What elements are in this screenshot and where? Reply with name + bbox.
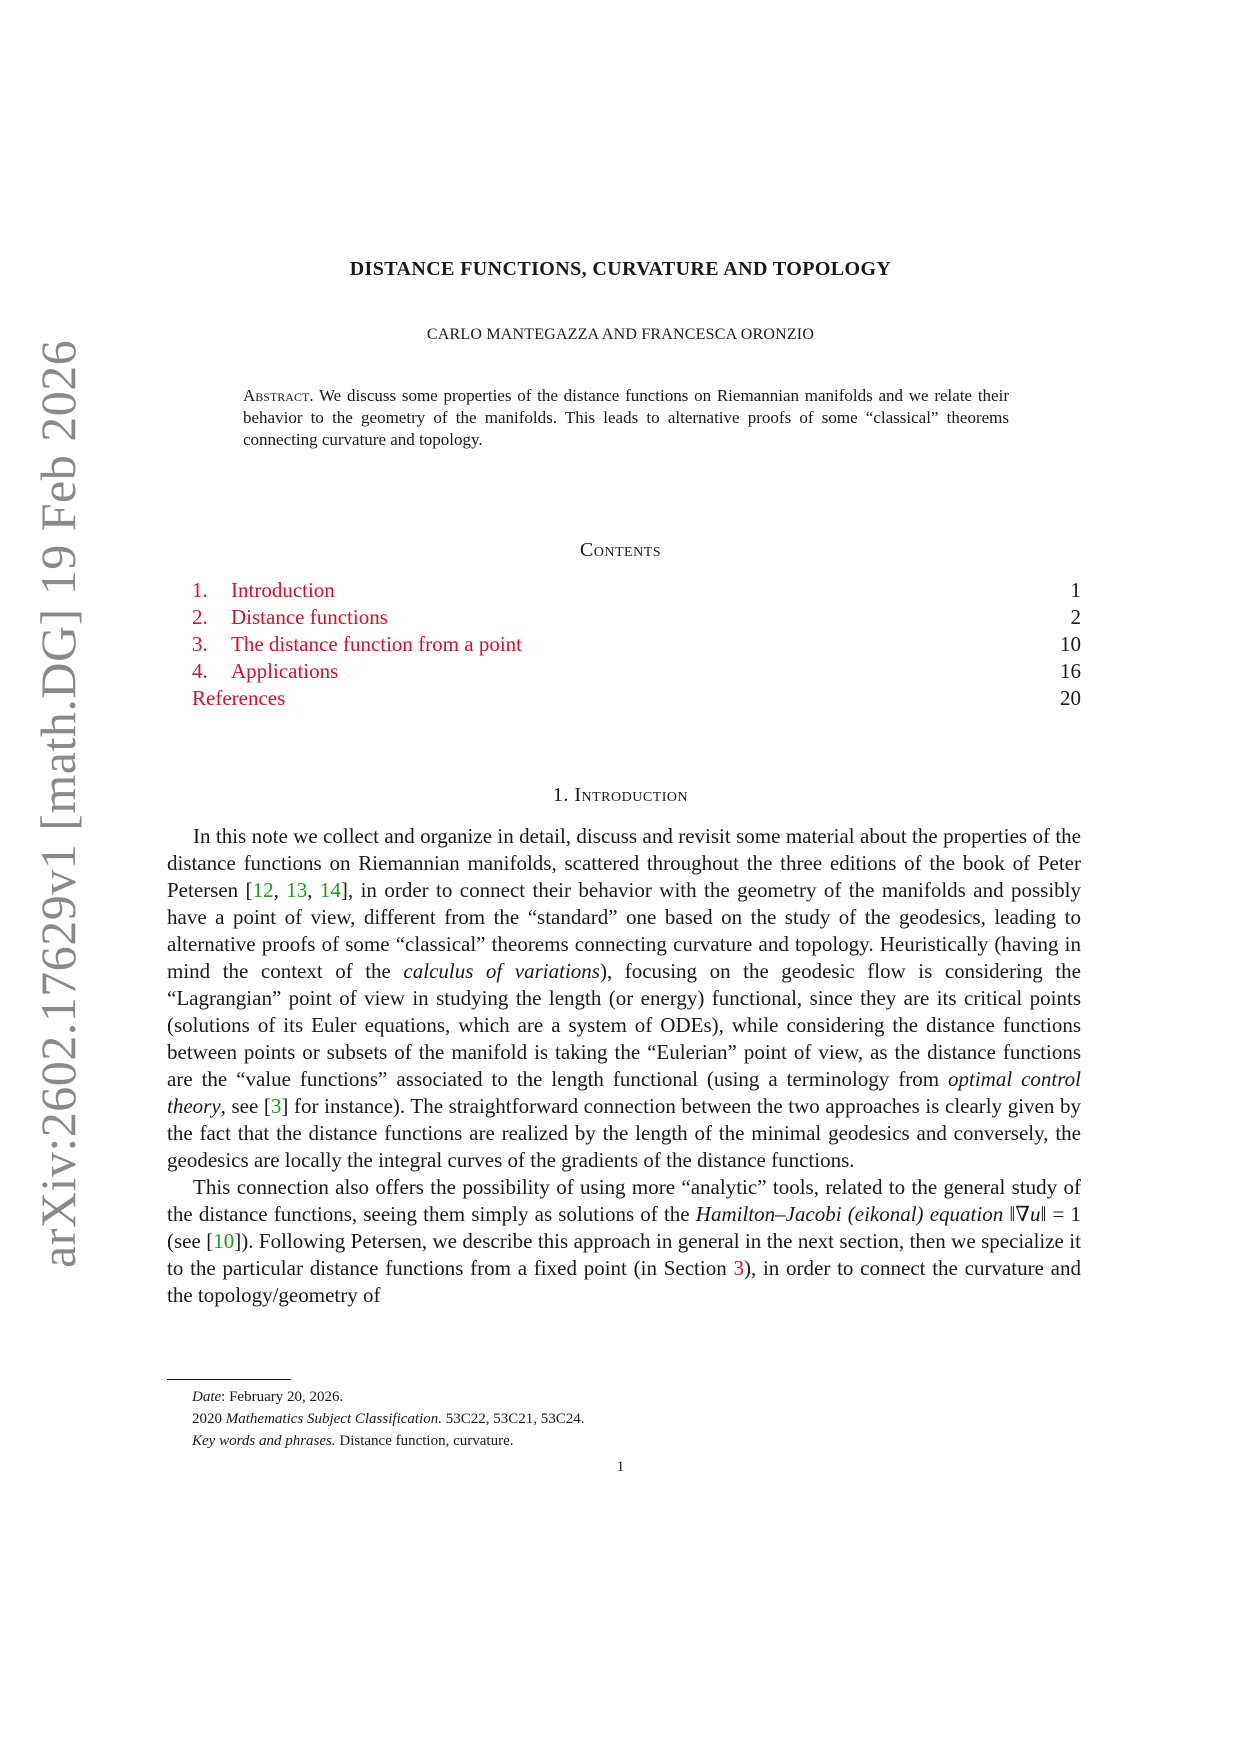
toc-entry-title[interactable]: The distance function from a point <box>231 632 522 656</box>
toc-entry-title[interactable]: References <box>192 686 286 710</box>
toc-entry-page: 2 <box>1070 605 1081 629</box>
introduction-body <box>167 823 1081 1309</box>
text-run: In this note we collect and organize in detail, discuss and revisit some material about the properties of the distance functions on Riemannian manifolds, scattered throughout the three editions of the book of Peter Petersen [ <box>167 824 1081 902</box>
footnote-label: Mathematics Subject Classification. <box>225 1411 442 1427</box>
toc-entry-number: 3. <box>192 632 208 656</box>
math-part: ‖ = 1 <box>1040 1202 1081 1226</box>
contents-heading: Contents <box>579 539 662 561</box>
citation-link[interactable]: 10 <box>213 1229 235 1253</box>
citation-link[interactable]: 13 <box>286 878 308 902</box>
section-link[interactable]: 3 <box>733 1256 744 1280</box>
text-run: ] for instance). The straightforward connection between the two approaches is clearly given by the fact that the distance functions are realized by the length of the minimal geodesics and conversely, the geodesics are locally the integral curves of the gradients of the distance functions. <box>167 1094 1081 1172</box>
toc-entry-introduction[interactable] <box>192 577 1081 604</box>
arxiv-identifier-stamp: arXiv:2602.17629v1 [math.DG] 19 Feb 2026 <box>30 339 86 1268</box>
paragraph <box>167 1174 1081 1309</box>
toc-entry-title[interactable]: Distance functions <box>231 605 388 629</box>
paragraph: In this note we collect and organize in detail, discuss and revisit some material about the properties of the distance functions on Riemannian manifolds, scattered throughout the three editions of the book of Peter Petersen [12, 13, 14], in order to connect their behavior with the geometry of the manifolds and possibly have a point of view, different from the “standard” one based on the study of the geodesics, leading to alternative proofs of some “classical” theorems connecting curvature and topology. Heuristically (having in mind the context of the calculus of variations), focusing on the geodesic flow is considering the “Lagrangian” point of view in studying the length (or energy) functional, since they are its critical points (solutions of its Euler equations, which are a system of ODEs), while considering the distance functions between points or subsets of the manifold is taking the “Eulerian” point of view, as the distance functions are the “value functions” associated to the length functional (using a terminology from optimal control theory, see [3] for instance). The straightforward connection between the two approaches is clearly given by the fact that the distance functions are realized by the length of the minimal geodesics and conversely, the geodesics are locally the integral curves of the gradients of the distance functions. <box>167 824 1082 1172</box>
table-of-contents <box>192 577 1081 712</box>
toc-entry-page: 1 <box>1070 578 1081 602</box>
footnote-date <box>192 1386 1081 1408</box>
footnote-text: : February 20, 2026. <box>221 1389 344 1405</box>
emphasis: Hamilton–Jacobi (eikonal) equation <box>695 1202 1004 1226</box>
citation-link[interactable]: 14 <box>319 878 341 902</box>
citation-link[interactable]: 3 <box>270 1094 282 1118</box>
math-variable: u <box>1029 1202 1041 1226</box>
text-run: (see [ <box>167 1229 214 1253</box>
abstract-label: Abstract. <box>243 386 314 405</box>
emphasis: calculus of variations <box>403 959 600 983</box>
text-run: ], in order to connect their behavior with the geometry of the manifolds and possibly have a point of view, different from the “standard” one based on the study of the geodesics, leading to alternative proofs of some “classical” theorems connecting curvature and topology. Heuristically (having in mind the context of the <box>167 878 1082 983</box>
toc-entry-number: 4. <box>192 659 208 683</box>
math-part: ‖∇ <box>1009 1202 1030 1226</box>
toc-entry-number: 2. <box>192 605 208 629</box>
citation-link[interactable]: 12 <box>252 878 274 902</box>
footnote-label: Key words and phrases. <box>192 1433 336 1449</box>
footnote-text: 53C22, 53C21, 53C24. <box>441 1411 585 1427</box>
toc-entry-title[interactable]: Applications <box>231 659 339 683</box>
toc-entry-title[interactable]: Introduction <box>231 578 335 602</box>
footnotes <box>192 1386 1081 1452</box>
text-run: ), in order to connect the curvature and the topology/geometry of <box>167 1256 1081 1307</box>
toc-entry-page: 10 <box>1060 632 1081 656</box>
text-run: This connection also offers the possibility of using more “analytic” tools, related to the general study of the distance functions, seeing them simply as solutions of the <box>167 1175 1081 1226</box>
toc-entry-page: 16 <box>1060 659 1081 683</box>
toc-entry-distance-function-from-point[interactable] <box>192 631 1081 658</box>
text-run: ]). Following Petersen, we describe this approach in general in the next section, then we specialize it to the particular distance functions from a fixed point (in Section <box>167 1229 1081 1280</box>
math-equation <box>1009 1202 1081 1226</box>
footnote-rule <box>167 1379 291 1380</box>
toc-entry-references[interactable] <box>192 685 1081 712</box>
text-run: , see [ <box>220 1094 271 1118</box>
toc-entry-page: 20 <box>1060 686 1081 710</box>
paper-title: DISTANCE FUNCTIONS, CURVATURE AND TOPOLOGY <box>349 258 892 280</box>
footnote-keywords <box>192 1430 1081 1452</box>
emphasis: optimal control theory <box>167 1067 1081 1118</box>
footnote-text: Distance function, curvature. <box>335 1433 514 1449</box>
page-number: 1 <box>616 1459 625 1475</box>
footnote-text: 2020 <box>192 1411 226 1427</box>
footnote-label: Date <box>192 1389 222 1405</box>
footnote-msc <box>192 1408 1081 1430</box>
section-heading-introduction: 1. Introduction <box>552 784 689 806</box>
abstract-text: We discuss some properties of the distance functions on Riemannian manifolds and we relate their behavior to the geometry of the manifolds. This leads to alternative proofs of some “classical” theorems connecting curvature and topology. <box>243 386 1009 449</box>
text-run: ), focusing on the geodesic flow is considering the “Lagrangian” point of view in studying the length (or energy) functional, since they are its critical points (solutions of its Euler equations, which are a system of ODEs), while considering the distance functions between points or subsets of the manifold is taking the “Eulerian” point of view, as the distance functions are the “value functions” associated to the length functional (using a terminology from <box>167 959 1081 1091</box>
abstract <box>243 385 1009 451</box>
toc-entry-number: 1. <box>192 578 208 602</box>
paper-authors: CARLO MANTEGAZZA AND FRANCESCA ORONZIO <box>426 326 815 343</box>
toc-entry-distance-functions[interactable] <box>192 604 1081 631</box>
toc-entry-applications[interactable] <box>192 658 1081 685</box>
